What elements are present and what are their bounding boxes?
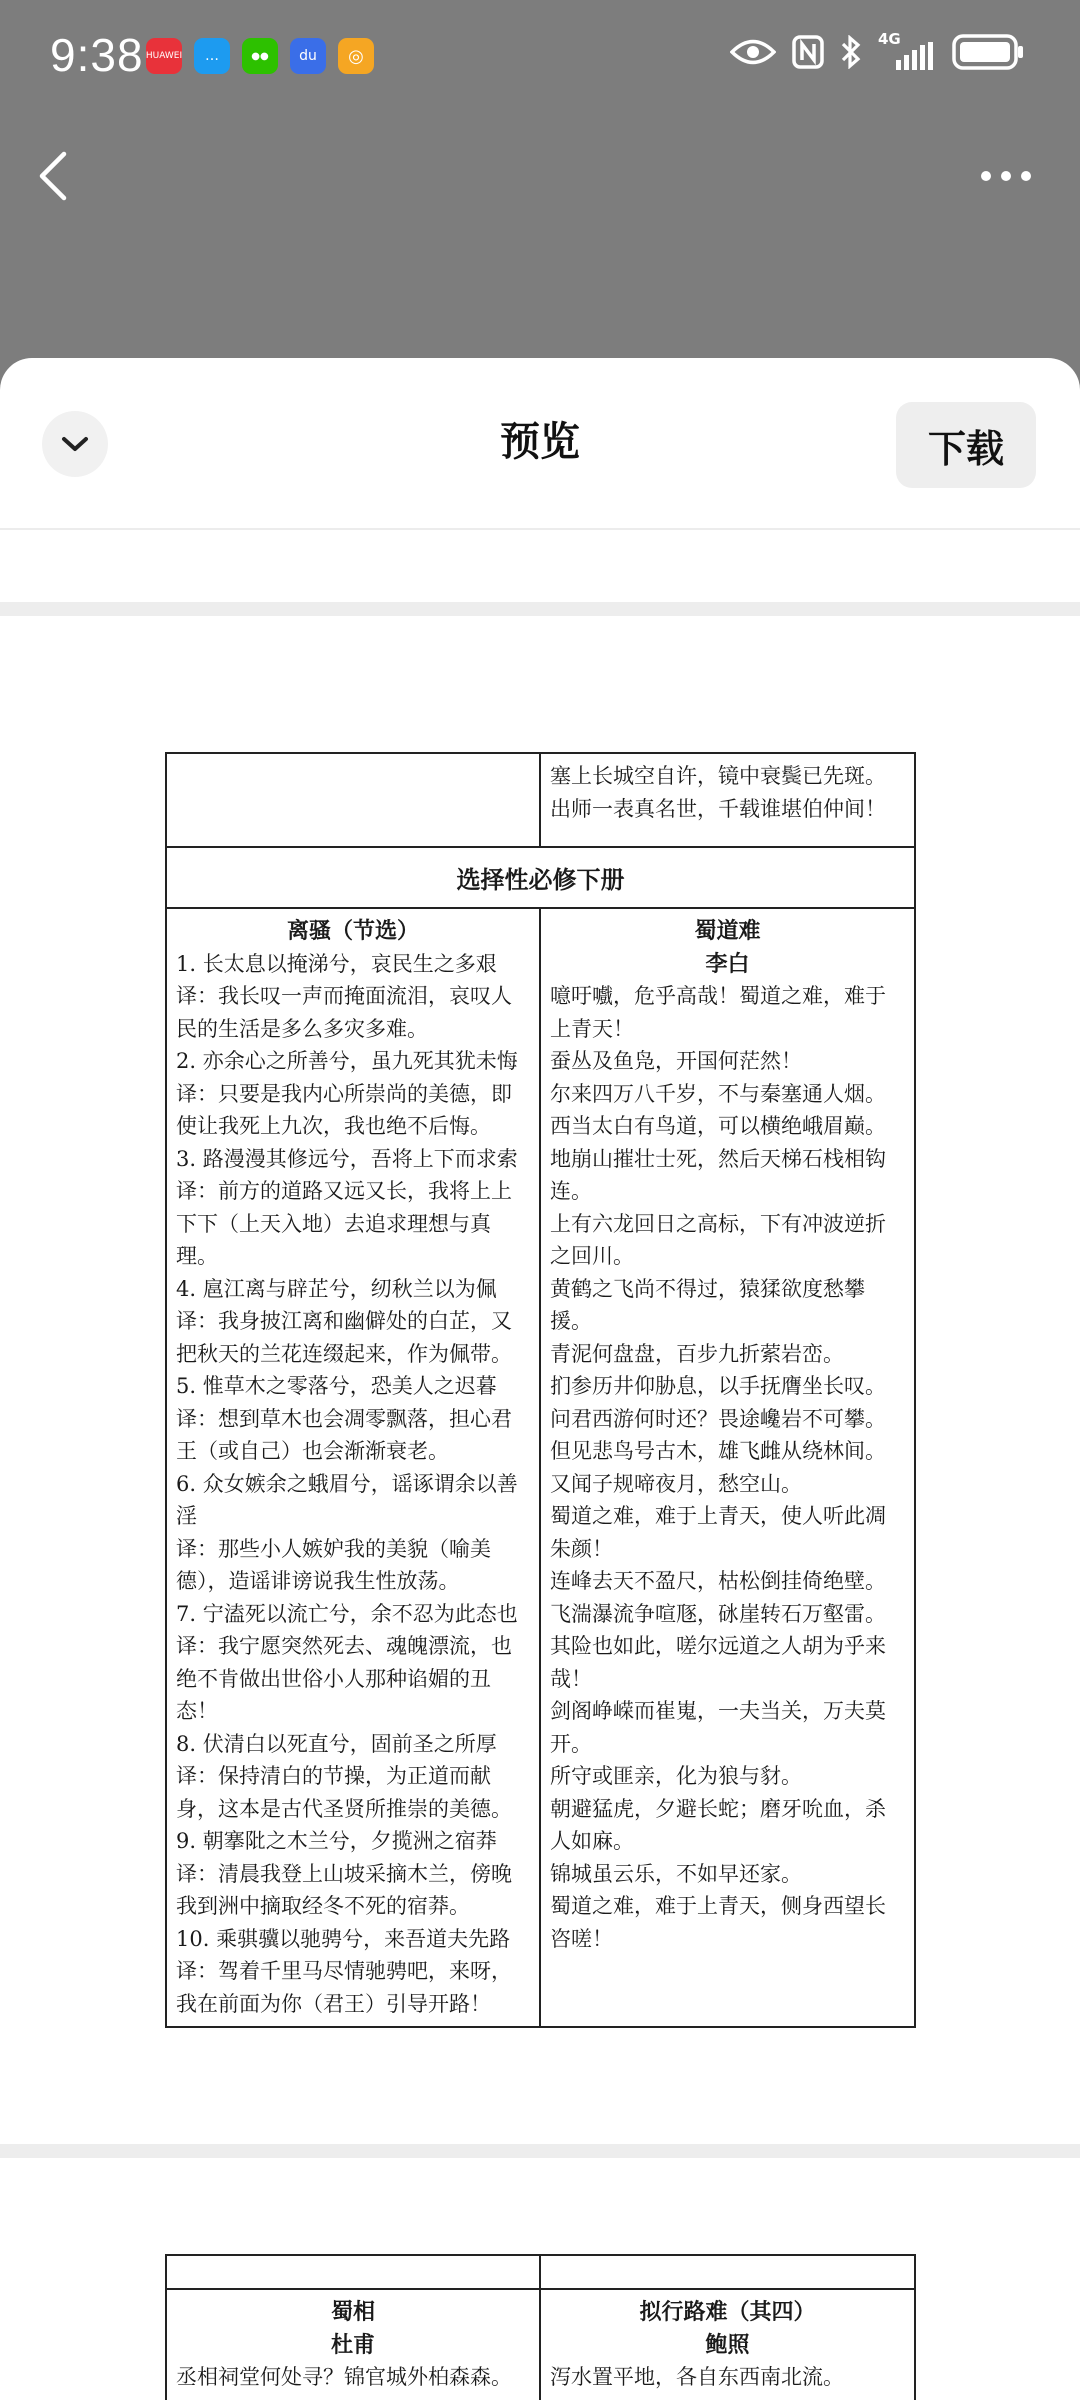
poem-line: 淫 [176,1504,197,1528]
poem-line: 译：保持清白的节操，为正道而献 [176,1764,491,1788]
poem-line: 其险也如此，嗟尔远道之人胡为乎来 [550,1634,886,1658]
poem-line: 9. 朝搴阰之木兰兮，夕揽洲之宿莽 [176,1829,497,1853]
table-row [166,908,915,2027]
sheet-title: 预览 [500,419,580,465]
document-preview[interactable] [0,530,1080,2400]
poem-line: 所守或匪亲，化为狼与豺。 [550,1764,802,1788]
poem-line: 使让我死上九次，我也绝不后悔。 [176,1114,491,1138]
poem-table [165,2254,916,2400]
poem-line: 译：想到草木也会凋零飘落，担心君 [176,1406,512,1431]
poem-line: 4. 扈江离与辟芷兮，纫秋兰以为佩 [176,1276,497,1301]
network-type: 4G [878,30,901,48]
poem-line: 译：我长叹一声而掩面流泪，哀叹人 [176,984,512,1008]
poem-line: 7. 宁溘死以流亡兮，余不忍为此态也 [176,1601,518,1626]
poem-line: 黄鹤之飞尚不得过，猿猱欲度愁攀 [550,1276,865,1301]
poem-title: 拟行路难（其四） [639,2299,816,2325]
battery-icon [952,34,1024,70]
poem-line: 译：清晨我登上山坡采摘木兰，傍晚 [176,1861,512,1886]
system-indicators [730,30,1024,70]
poem-line: 飞湍瀑流争喧豗，砯崖转石万壑雷。 [550,1601,886,1626]
document-page [0,616,1080,2144]
preview-sheet [0,358,1080,2400]
poem-line: 噫吁嚱，危乎高哉！蜀道之难，难于 [550,984,886,1008]
poem-line: 态！ [176,1699,218,1723]
poem-line: 尔来四万八千岁，不与秦塞通人烟。 [550,1081,886,1106]
table-row [166,753,915,847]
poem-line: 10. 乘骐骥以驰骋兮，来吾道夫先路 [176,1926,511,1951]
poem-line: 哉！ [550,1666,592,1691]
poem-line: 译：我宁愿突然死去、魂魄漂流，也 [176,1634,512,1658]
poem-table [165,752,916,2028]
poem-title: 蜀道难 [694,918,761,944]
table-row [166,2255,915,2289]
section-heading: 选择性必修下册 [166,847,915,908]
poem-line: 又闻子规啼夜月，愁空山。 [550,1471,802,1496]
signal-strength-icon [878,30,936,70]
poem-line: 西当太白有鸟道，可以横绝峨眉巅。 [550,1114,886,1138]
lisao-cell [166,908,540,2027]
poem-line: 6. 众女嫉余之蛾眉兮，谣诼谓余以善 [176,1471,518,1496]
poem-line: 但见悲鸟号古木，雄飞雌从绕林间。 [550,1439,886,1463]
poem-line: 我在前面为你（君王）引导开路！ [176,1991,491,2016]
poem-line: 德），造谣诽谤说我生性放荡。 [176,1569,460,1593]
table-cell [540,753,915,847]
poem-line: 援。 [550,1309,592,1333]
poem-line: 剑阁峥嵘而崔嵬，一夫当关，万夫莫 [550,1699,886,1723]
poem-line: 上青天！ [550,1016,634,1041]
status-bar [0,0,1080,110]
download-button[interactable]: 下载 [896,402,1036,488]
poem-line: 蜀道之难，难于上青天，使人听此凋 [550,1504,886,1528]
baidu-app-icon: du [290,38,326,74]
weibo-app-icon: ◎ [338,38,374,74]
poem-line: 2. 亦余心之所善兮，虽九死其犹未悔 [176,1049,518,1073]
more-options-icon[interactable] [978,168,1034,184]
messages-app-icon: … [194,38,230,74]
poem-line: 蜀道之难，难于上青天，侧身西望长 [550,1894,886,1918]
eye-comfort-icon [730,37,776,67]
poem-line: 5. 惟草木之零落兮，恐美人之迟暮 [176,1374,497,1398]
poem-line: 译：前方的道路又远又长，我将上上 [176,1179,512,1203]
poem-line: 锦城虽云乐，不如早还家。 [550,1861,802,1886]
shudaonan-cell [540,908,915,2027]
poem-line: 之回川。 [550,1244,634,1268]
poem-line: 译：驾着千里马尽情驰骋吧，来呀， [176,1959,512,1983]
huawei-app-icon: HUAWEI [146,38,182,74]
poem-author: 杜甫 [330,2331,375,2358]
document-page [0,2158,1080,2400]
poem-line: 咨嗟！ [550,1926,613,1951]
poem-line: 出师一表真名世，千载谁堪伯仲间！ [550,796,886,821]
poem-line: 开。 [550,1731,592,1756]
poem-line: 蚕丛及鱼凫，开国何茫然！ [550,1049,802,1073]
sheet-header [0,358,1080,530]
status-time: 9:38 [50,29,144,81]
poem-line: 理。 [176,1244,218,1268]
poem-line: 连峰去天不盈尺，枯松倒挂倚绝壁。 [550,1569,886,1593]
table-cell-empty [166,753,540,847]
poem-line: 把秋天的兰花连缀起来，作为佩带。 [176,1341,512,1366]
wechat-app-icon: ●● [242,38,278,74]
poem-line: 丞相祠堂何处寻？锦官城外柏森森。 [176,2365,512,2389]
poem-line: 身，这本是古代圣贤所推崇的美德。 [176,1796,512,1821]
poem-line: 译：那些小人嫉妒我的美貌（喻美 [176,1536,491,1561]
poem-author: 鲍照 [705,2331,750,2358]
nfc-icon [792,35,824,69]
poem-line: 王（或自己）也会渐渐衰老。 [176,1439,449,1463]
poem-line: 绝不肯做出世俗小人那种谄媚的丑 [176,1666,491,1691]
poem-line: 泻水置平地，各自东西南北流。 [550,2365,844,2389]
bluetooth-icon [840,35,862,69]
poem-line: 塞上长城空自许，镜中衰鬓已先斑。 [550,764,886,788]
poem-line: 民的生活是多么多灾多难。 [176,1016,428,1041]
nixinglunan-cell [540,2289,915,2400]
poem-line: 我到洲中摘取经冬不死的宿莽。 [176,1894,470,1918]
poem-line: 下下（上天入地）去追求理想与真 [176,1211,491,1236]
poem-title: 离骚（节选） [286,918,419,944]
poem-line: 1. 长太息以掩涕兮，哀民生之多艰 [176,951,497,976]
poem-line: 上有六龙回日之高标，下有冲波逆折 [550,1211,886,1236]
poem-line: 问君西游何时还？畏途巉岩不可攀。 [550,1406,886,1431]
poem-line: 朝避猛虎，夕避长蛇；磨牙吮血，杀 [550,1796,886,1821]
poem-line: 译：只要是我内心所崇尚的美德，即 [176,1081,512,1106]
poem-title: 蜀相 [330,2299,375,2325]
table-row [166,847,915,908]
table-row [166,2289,915,2400]
poem-line: 朱颜！ [550,1536,613,1561]
notification-app-icons [146,38,374,74]
poem-line: 8. 伏清白以死直兮，固前圣之所厚 [176,1731,497,1756]
poem-line: 译：我身披江离和幽僻处的白芷，又 [176,1309,512,1333]
poem-line: 连。 [550,1179,592,1203]
shuxiang-cell [166,2289,540,2400]
poem-line: 人如麻。 [550,1829,634,1853]
poem-line: 3. 路漫漫其修远兮，吾将上下而求索 [176,1146,518,1171]
poem-author: 李白 [705,950,750,977]
back-chevron-icon[interactable] [34,148,74,204]
poem-line: 扪参历井仰胁息，以手抚膺坐长叹。 [550,1374,886,1398]
poem-line: 青泥何盘盘，百步九折萦岩峦。 [550,1341,844,1366]
table-cell-empty [540,2255,915,2289]
poem-line: 地崩山摧壮士死，然后天梯石栈相钩 [550,1146,886,1171]
document-page [0,530,1080,602]
table-cell-empty [166,2255,540,2289]
